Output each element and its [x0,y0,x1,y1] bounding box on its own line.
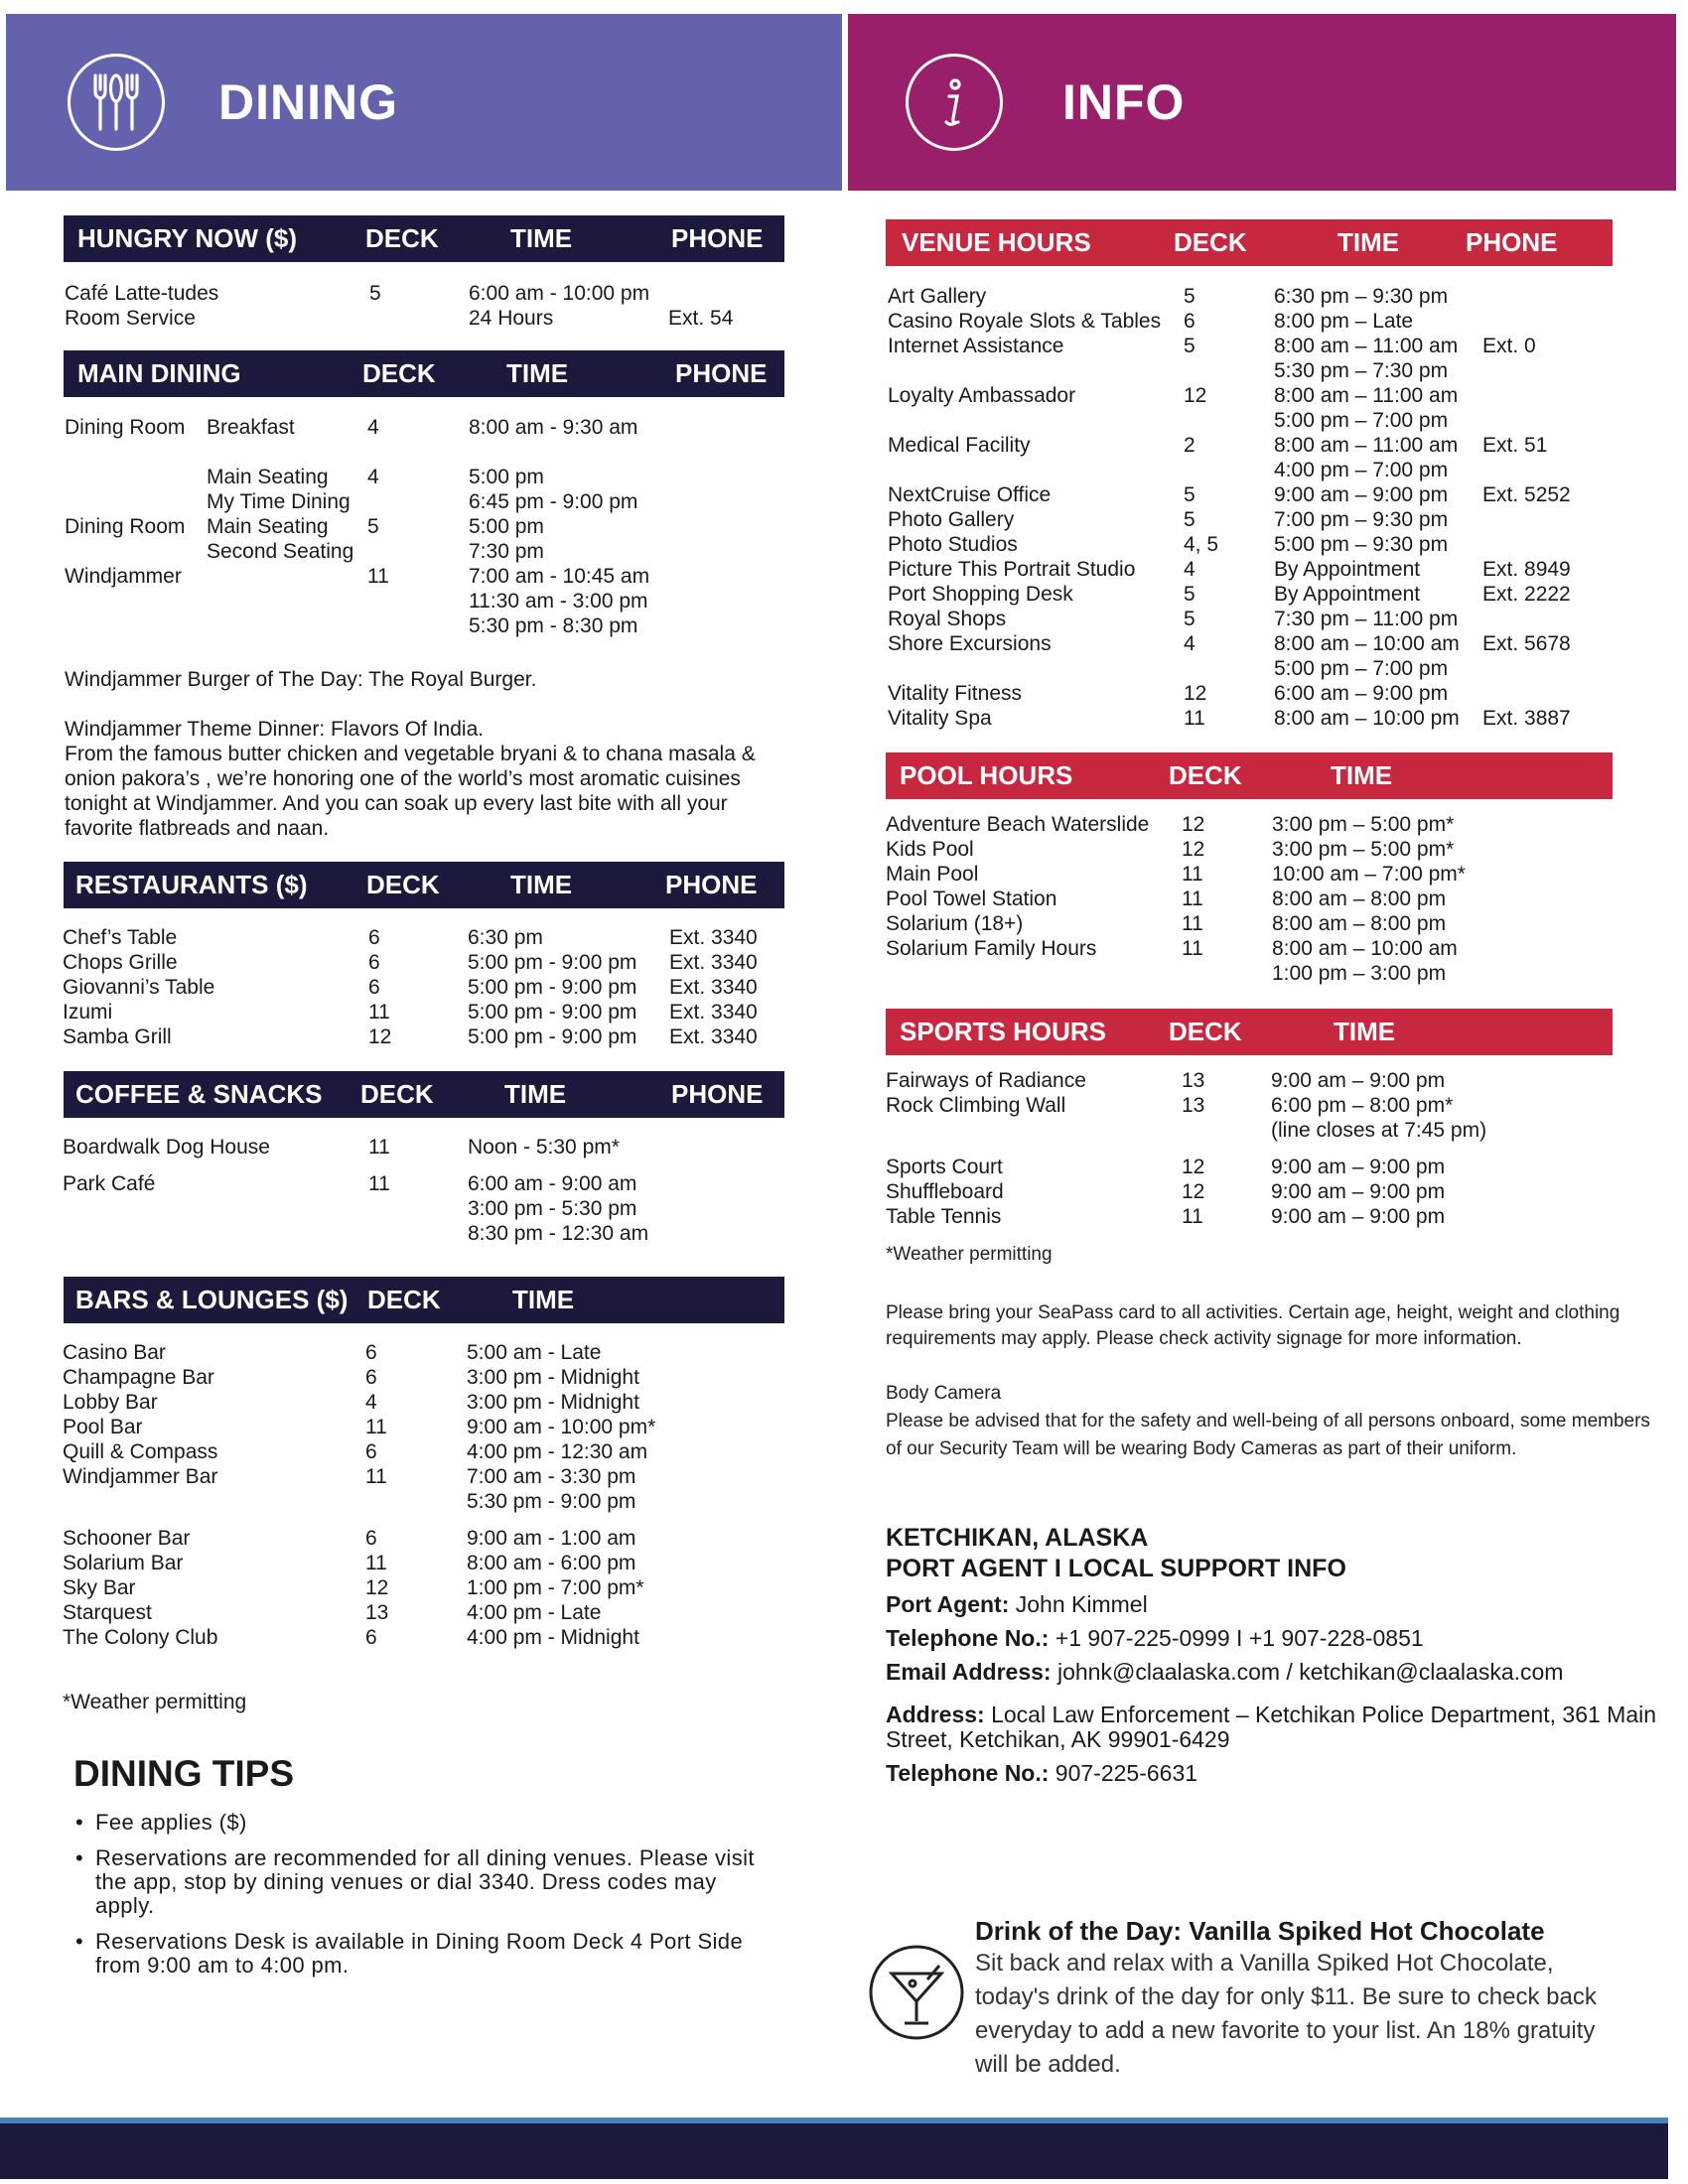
column-header: DECK [362,358,436,388]
cell-phone: Ext. 2222 [1482,583,1571,606]
body-camera-text: Please be advised that for the safety and well-being of all persons onboard, some members of our Security Team will be wearing Body Cameras as part of their uniform. [886,1411,1650,1459]
cell-name: Chops Grille [63,951,178,974]
column-header: HUNGRY NOW ($) [77,223,297,253]
cell-time: 8:00 am – 10:00 pm [1274,707,1460,730]
cell-deck: 4, 5 [1184,533,1219,556]
cell-venue: Windjammer [65,565,182,588]
cell-time: 9:00 am - 1:00 am [467,1527,636,1550]
hungry-now-header [64,215,784,262]
cell-deck: 12 [368,1025,392,1048]
column-header: RESTAURANTS ($) [75,870,308,899]
column-header: TIME [1337,227,1400,257]
burger-of-the-day: Windjammer Burger of The Day: The Royal Burger. [65,668,537,691]
seapass-notice: Please bring your SeaPass card to all activities. Certain age, height, weight and clothing requirements may apply. Please check activity signage for more information. [886,1302,1620,1349]
cell-time: 7:00 am - 10:45 am [469,565,650,588]
column-header: COFFEE & SNACKS [75,1079,323,1109]
cell-deck: 6 [368,951,380,974]
cell-deck: 11 [365,1416,387,1438]
cell-time: 11:30 am - 3:00 pm [469,590,648,613]
cell-name: Solarium Family Hours [886,937,1097,960]
cell-time: 5:00 pm - 9:00 pm [468,976,637,999]
cell-name: Main Pool [886,863,979,886]
column-header: PHONE [1466,227,1558,257]
cell-time: 5:00 pm - 9:00 pm [468,1001,637,1024]
cell-name: Internet Assistance [888,335,1064,357]
column-header: TIME [512,1285,575,1314]
cell-name: Medical Facility [888,434,1031,457]
cell-name: Vitality Fitness [888,682,1022,705]
cell-phone: Ext. 8949 [1482,558,1571,581]
cell-time: 5:00 pm [469,466,544,488]
cell-time: 8:00 am – 10:00 am [1274,632,1460,655]
address-value: Local Law Enforcement – Ketchikan Police Department, 361 Main Street, Ketchikan, AK 99901-6429 [886,1702,1657,1752]
column-header: PHONE [665,870,758,899]
cell-deck: 11 [368,1136,390,1159]
cell-name: Giovanni’s Table [63,976,215,999]
cell-deck: 11 [1182,937,1203,960]
cell-phone: Ext. 51 [1482,434,1548,457]
dining-banner [6,14,842,191]
cell-name: Pool Towel Station [886,887,1057,910]
cell-phone: Ext. 54 [668,307,734,330]
cell-phone: Ext. 3340 [669,951,758,974]
cell-time: 3:00 pm – 5:00 pm* [1272,838,1455,861]
cell-deck: 2 [1184,434,1196,457]
cell-time: 7:30 pm [469,540,544,563]
cell-time: 5:30 pm - 9:00 pm [467,1490,636,1513]
cell-deck: 12 [1182,838,1205,861]
cell-time: 9:00 am – 9:00 pm [1271,1205,1446,1228]
column-header: DECK [1169,1017,1242,1046]
tel2-value: 907-225-6631 [1049,1760,1198,1786]
body-camera-title: Body Camera [886,1383,1002,1404]
theme-dinner-title: Windjammer Theme Dinner: Flavors Of India. [65,718,485,741]
cell-deck: 6 [365,1341,377,1364]
cell-time: 7:00 am - 3:30 pm [467,1465,636,1488]
bars-header [64,1277,784,1323]
cell-name: Photo Gallery [888,508,1015,531]
cell-phone: Ext. 3340 [669,976,758,999]
cell-phone: Ext. 3887 [1482,707,1571,730]
cell-deck: 11 [365,1552,387,1574]
cell-time: 5:00 pm - 9:00 pm [468,1025,637,1048]
cell-time: 9:00 am - 10:00 pm* [467,1416,656,1438]
cell-name: Café Latte-tudes [65,282,219,305]
cell-deck: 5 [1184,583,1196,606]
tip-item: • Reservations are recommended for all dining venues. Please visit the app, stop by dining venues or dial 3340. Dress codes may apply. [73,1846,769,1918]
cell-time: 8:00 am - 9:30 am [469,416,638,439]
cell-deck: 11 [1182,863,1203,886]
cell-deck: 11 [1182,887,1203,910]
cell-name: Casino Bar [63,1341,166,1364]
cell-time: 3:00 pm - Midnight [467,1391,639,1414]
agent-value: John Kimmel [1009,1591,1148,1617]
cell-name: The Colony Club [63,1626,218,1649]
cell-name: Samba Grill [63,1025,172,1048]
cell-time: 5:00 pm – 9:30 pm [1274,533,1449,556]
cell-name: Shore Excursions [888,632,1052,655]
pool-hours-header [886,752,1613,799]
cell-deck: 6 [365,1626,377,1649]
cell-name: Sports Court [886,1156,1003,1178]
cell-name: Picture This Portrait Studio [888,558,1136,581]
cell-deck: 12 [1184,682,1207,705]
cell-phone: Ext. 3340 [669,1025,758,1048]
cell-time: Noon - 5:30 pm* [468,1136,620,1159]
cell-deck: 12 [1184,384,1207,407]
cell-time: 5:00 am - Late [467,1341,602,1364]
cell-name: Starquest [63,1601,152,1624]
cell-time: 9:00 am – 9:00 pm [1271,1180,1446,1203]
cell-time: 5:00 pm – 7:00 pm [1274,657,1449,680]
cell-time: 7:00 pm – 9:30 pm [1274,508,1449,531]
cell-name: Fairways of Radiance [886,1069,1086,1092]
cell-time: By Appointment [1274,558,1421,581]
dining-tips-title: DINING TIPS [73,1753,295,1794]
cell-deck: 6 [365,1440,377,1463]
column-header: TIME [510,223,573,253]
cell-name: Room Service [65,307,196,330]
cell-deck: 12 [1182,813,1205,836]
cell-deck: 4 [367,466,379,488]
cell-time: 3:00 pm – 5:00 pm* [1272,813,1455,836]
cell-deck: 5 [369,282,381,305]
cell-deck: 11 [365,1465,387,1488]
cell-deck: 5 [1184,483,1196,506]
column-header: PHONE [671,223,764,253]
restaurants-header [64,862,784,908]
cell-time: 4:00 pm - Late [467,1601,602,1624]
cell-deck: 11 [1182,912,1203,935]
cell-time: 8:00 am – 8:00 pm [1272,887,1447,910]
tel-label: Telephone No.: [886,1625,1050,1651]
cell-time: 4:00 pm – 7:00 pm [1274,459,1449,481]
cell-time: 5:30 pm - 8:30 pm [469,614,638,637]
cell-time: 5:00 pm - 9:00 pm [468,951,637,974]
cell-deck: 5 [1184,508,1196,531]
cell-deck: 11 [1184,707,1205,730]
footer-bar [0,2117,1668,2179]
column-header: SPORTS HOURS [900,1017,1107,1046]
address-label: Address: [886,1702,985,1727]
column-header: BARS & LOUNGES ($) [75,1285,349,1314]
cell-time: 24 Hours [469,307,554,330]
port-agent-section [886,1523,1670,1790]
column-header: PHONE [671,1079,764,1109]
cell-deck: 6 [365,1527,377,1550]
cell-time: 4:00 pm - Midnight [467,1626,639,1649]
bars-footnote: *Weather permitting [63,1691,247,1713]
cell-time: 3:00 pm - 5:30 pm [468,1197,637,1220]
cell-deck: 6 [365,1366,377,1389]
tip-item: • Reservations Desk is available in Dining Room Deck 4 Port Side from 9:00 am to 4:00 pm. [73,1930,769,1978]
cell-name: Port Shopping Desk [888,583,1073,606]
coffee-header [64,1071,784,1118]
column-header: POOL HOURS [900,760,1073,790]
tip-item: • Fee applies ($) [73,1811,769,1835]
cell-deck: 11 [1182,1205,1203,1228]
main-dining-header [64,350,784,397]
cell-name: Table Tennis [886,1205,1002,1228]
cell-time: 8:00 am – 8:00 pm [1272,912,1447,935]
cell-name: Champagne Bar [63,1366,214,1389]
column-header: DECK [360,1079,434,1109]
cell-deck: 4 [1184,558,1196,581]
sports-footnote: *Weather permitting [886,1244,1053,1265]
cell-name: Solarium (18+) [886,912,1024,935]
cell-time: 5:00 pm [469,515,544,538]
venue-hours-header [886,219,1613,266]
cell-time: 6:30 pm – 9:30 pm [1274,285,1449,308]
cell-deck: 12 [1182,1156,1205,1178]
column-header: DECK [367,1285,441,1314]
cell-name: Royal Shops [888,608,1007,630]
cell-sub: Main Seating [207,515,329,538]
dining-tips-list [73,1811,769,1989]
drink-of-the-day [975,1915,1630,2082]
cell-name: NextCruise Office [888,483,1052,506]
cell-venue: Dining Room [65,416,186,439]
cell-deck: 13 [365,1601,389,1624]
cell-time: 6:00 am – 9:00 pm [1274,682,1449,705]
cell-name: Pool Bar [63,1416,143,1438]
cell-sub: My Time Dining [207,490,351,513]
cell-name: Adventure Beach Waterslide [886,813,1150,836]
cell-time: 6:00 pm – 8:00 pm* [1271,1094,1454,1117]
cell-name: Schooner Bar [63,1527,191,1550]
tel-value: +1 907-225-0999 I +1 907-228-0851 [1049,1625,1424,1651]
cell-deck: 5 [1184,285,1196,308]
cell-time: 1:00 pm - 7:00 pm* [467,1576,644,1599]
cell-deck: 4 [1184,632,1196,655]
cell-deck: 11 [368,1001,390,1024]
cell-time: 6:45 pm - 9:00 pm [469,490,638,513]
cell-phone: Ext. 0 [1482,335,1536,357]
column-header: TIME [510,870,573,899]
column-header: TIME [1334,1017,1396,1046]
cell-deck: 13 [1182,1069,1205,1092]
cell-time: 8:00 am – 11:00 am [1274,335,1459,357]
cell-name: Quill & Compass [63,1440,218,1463]
cell-time: 6:00 am - 9:00 am [468,1172,637,1195]
tel2-label: Telephone No.: [886,1760,1050,1786]
drink-title: Drink of the Day: Vanilla Spiked Hot Chocolate [975,1916,1545,1946]
email-label: Email Address: [886,1659,1052,1685]
cell-time: 3:00 pm - Midnight [467,1366,639,1389]
cell-name: Sky Bar [63,1576,136,1599]
column-header: TIME [504,1079,567,1109]
cell-deck: 6 [368,926,380,949]
cell-phone: Ext. 3340 [669,1001,758,1024]
cell-deck: 5 [1184,335,1196,357]
cell-time: 8:00 am – 11:00 am [1274,384,1459,407]
drink-body: Sit back and relax with a Vanilla Spiked Hot Chocolate, today's drink of the day for only $11. Be sure to check back everyday to add a new favorite to your list. An 18% gratuity will be added. [975,1950,1597,2078]
cell-name: Chef’s Table [63,926,178,949]
info-icon [906,54,1003,151]
cell-time: 8:00 am – 11:00 am [1274,434,1459,457]
email-value[interactable]: johnk@claalaska.com / ketchikan@claalaska.com [1051,1659,1564,1685]
cell-deck: 4 [365,1391,377,1414]
cell-venue: Dining Room [65,515,186,538]
cell-phone: Ext. 5252 [1482,483,1571,506]
cell-time: 8:00 am - 6:00 pm [467,1552,636,1574]
cell-time: 8:00 am – 10:00 am [1272,937,1458,960]
cell-deck: 5 [367,515,379,538]
column-header: MAIN DINING [77,358,241,388]
cell-time: 1:00 pm – 3:00 pm [1272,962,1447,985]
column-header: TIME [506,358,569,388]
cell-name: Photo Studios [888,533,1018,556]
column-header: DECK [1169,760,1242,790]
cell-time: 6:00 am - 10:00 pm [469,282,650,305]
cell-phone: Ext. 5678 [1482,632,1571,655]
theme-dinner-body: From the famous butter chicken and vegetable bryani & to chana masala & onion pakora’s , we’re honoring one of the world’s most aromatic cuisines tonight at Windjammer. And you can soak up every last bite with all your favorite flatbreads and naan. [65,743,756,840]
cell-deck: 11 [367,565,389,588]
cell-deck: 12 [1182,1180,1205,1203]
cell-time: 9:00 am – 9:00 pm [1274,483,1449,506]
cell-time: 8:00 pm – Late [1274,310,1414,333]
column-header: DECK [366,870,440,899]
cell-phone: Ext. 3340 [669,926,758,949]
column-header: DECK [365,223,439,253]
cell-deck: 5 [1184,608,1196,630]
cell-name: Windjammer Bar [63,1465,218,1488]
cell-deck: 6 [1184,310,1196,333]
cell-time: (line closes at 7:45 pm) [1271,1119,1487,1142]
dining-title: DINING [218,74,398,130]
cell-name: Boardwalk Dog House [63,1136,270,1159]
cell-name: Vitality Spa [888,707,992,730]
column-header: VENUE HOURS [902,227,1091,257]
cell-name: Izumi [63,1001,113,1024]
cell-name: Rock Climbing Wall [886,1094,1066,1117]
cell-name: Lobby Bar [63,1391,158,1414]
utensils-icon [68,54,165,151]
port-heading: KETCHIKAN, ALASKA [886,1524,1149,1552]
cell-deck: 6 [368,976,380,999]
cell-name: Shuffleboard [886,1180,1004,1203]
cell-time: 9:00 am – 9:00 pm [1271,1069,1446,1092]
cell-time: 5:30 pm – 7:30 pm [1274,359,1449,382]
cell-deck: 11 [368,1172,390,1195]
cell-time: 5:00 pm – 7:00 pm [1274,409,1449,432]
cell-time: 7:30 pm – 11:00 pm [1274,608,1459,630]
cell-name: Kids Pool [886,838,974,861]
cell-name: Art Gallery [888,285,987,308]
cell-time: 6:30 pm [468,926,543,949]
cell-name: Park Café [63,1172,156,1195]
cell-name: Solarium Bar [63,1552,184,1574]
cell-time: 10:00 am – 7:00 pm* [1272,863,1466,886]
cell-sub: Main Seating [207,466,329,488]
cell-deck: 4 [367,416,379,439]
cell-name: Loyalty Ambassador [888,384,1076,407]
port-subheading: PORT AGENT I LOCAL SUPPORT INFO [886,1555,1346,1582]
cell-time: 8:30 pm - 12:30 am [468,1222,649,1245]
cell-sub: Breakfast [207,416,295,439]
cell-deck: 12 [365,1576,389,1599]
info-banner [848,14,1676,191]
cell-time: 4:00 pm - 12:30 am [467,1440,648,1463]
sports-hours-header [886,1009,1613,1055]
agent-label: Port Agent: [886,1591,1010,1617]
column-header: TIME [1331,760,1393,790]
info-title: INFO [1062,74,1186,130]
cell-time: By Appointment [1274,583,1421,606]
column-header: PHONE [675,358,768,388]
column-header: DECK [1174,227,1247,257]
cell-time: 9:00 am – 9:00 pm [1271,1156,1446,1178]
cell-deck: 13 [1182,1094,1205,1117]
martini-icon [868,1944,965,2041]
cell-sub: Second Seating [207,540,354,563]
cell-name: Casino Royale Slots & Tables [888,310,1162,333]
